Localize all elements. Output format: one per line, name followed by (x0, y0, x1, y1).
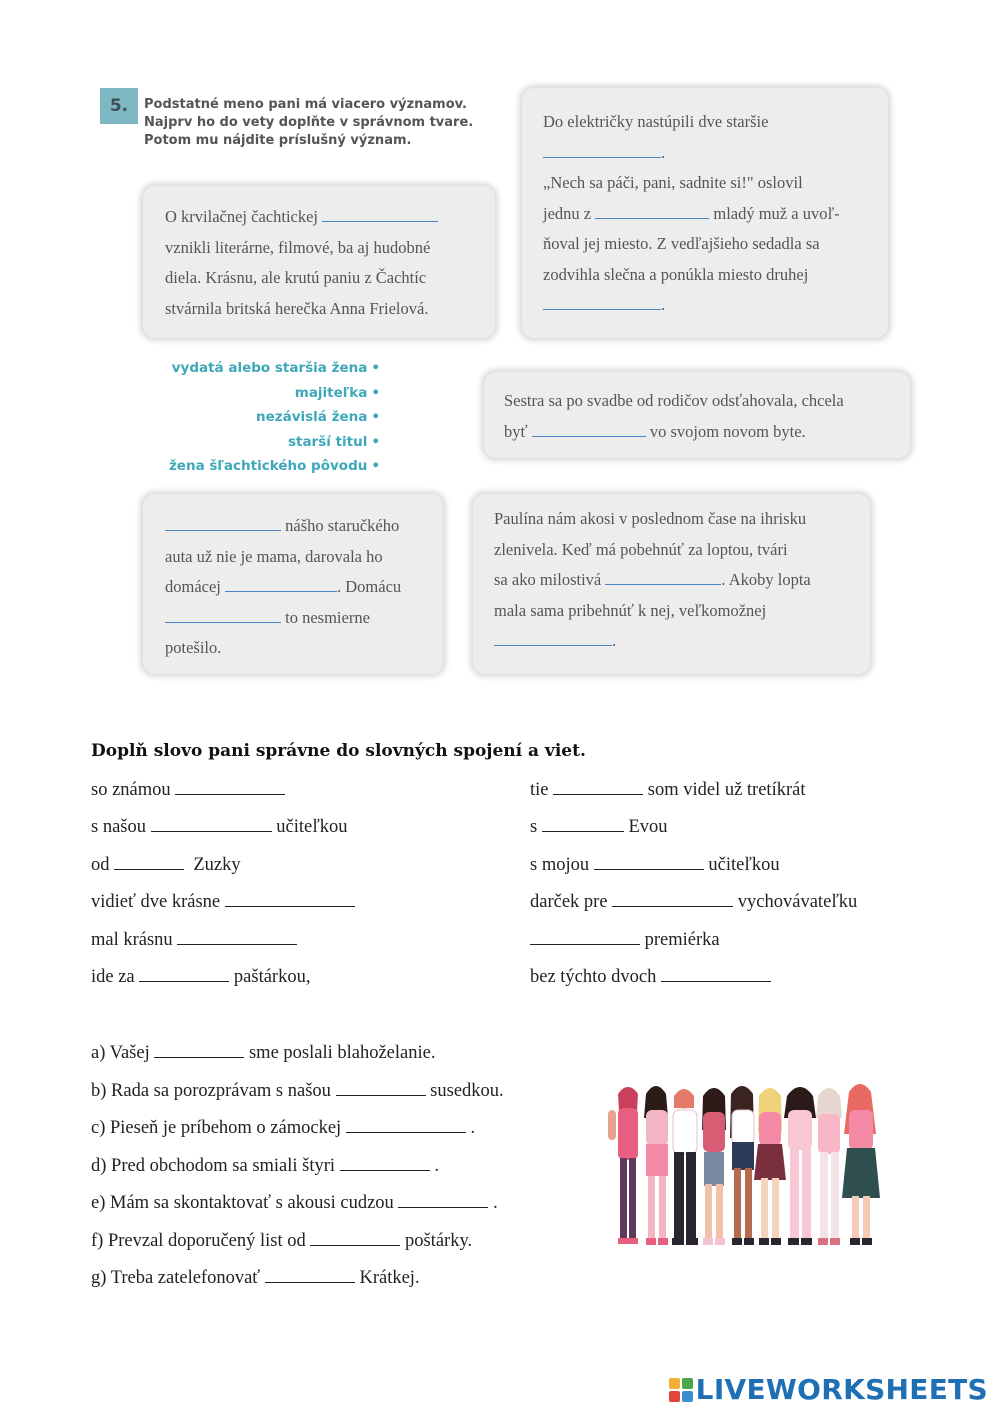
woman-figure (816, 1088, 842, 1245)
box5-blank-2[interactable] (494, 631, 612, 646)
box2-line-3: „Nech sa páči, pani, sadnite si!" oslovil (543, 173, 803, 192)
box2-line-5: ňoval jej miesto. Z vedľajšieho sedadla sa (543, 234, 820, 253)
phrase-gap[interactable] (139, 966, 229, 982)
sentence-c: c) Pieseň je príbehom o zámockej . (91, 1118, 476, 1138)
meaning-item[interactable]: nezávislá žena • (255, 409, 380, 425)
phrase-left-6: ide za paštárkou, (91, 967, 311, 987)
sentence-gap[interactable] (340, 1155, 430, 1171)
box4-line-3-end: . Domácu (337, 577, 402, 596)
phrase-right-1: tie som videl už tretíkrát (530, 780, 806, 800)
sentence-gap[interactable] (154, 1042, 244, 1058)
box2-blank-1[interactable] (543, 143, 661, 158)
box4-line-1: nášho staručkého (285, 516, 400, 535)
box1-line-1: O krvilačnej čachtickej (165, 207, 319, 226)
woman-figure (842, 1084, 880, 1245)
phrase-gap[interactable] (594, 854, 704, 870)
phrase-gap[interactable] (114, 854, 184, 870)
woman-figure (730, 1086, 754, 1245)
logo-text: LIVEWORKSHEETS (695, 1373, 988, 1406)
box5-line-1: Paulína nám akosi v poslednom čase na ihrisku (494, 509, 807, 528)
instruction-line-1: Podstatné meno pani má viacero významov. (144, 97, 468, 112)
woman-figure (672, 1089, 698, 1245)
phrase-right-3: s mojou učiteľkou (530, 855, 780, 875)
box3-blank-1[interactable] (532, 422, 646, 437)
text-box-1 (143, 186, 495, 338)
meaning-item[interactable]: starší titul • (287, 433, 380, 450)
box5-line-5-end: . (612, 631, 617, 650)
box2-line-7-end: . (661, 295, 666, 314)
phrase-left-4: vidieť dve krásne (91, 891, 355, 913)
box2-blank-2[interactable] (595, 204, 709, 219)
women-group-illustration (604, 1078, 940, 1258)
meaning-item[interactable]: vydatá alebo staršia žena • (171, 360, 380, 376)
box2-blank-3[interactable] (543, 295, 661, 310)
woman-figure (784, 1087, 816, 1245)
phrase-gap[interactable] (151, 816, 272, 832)
phrase-left-1: so známou (91, 779, 285, 801)
box5-line-3-end: . Akoby lopta (721, 570, 811, 589)
instruction-line-2: Najprv ho do vety doplňte v správnom tvare. (144, 115, 474, 130)
woman-figure (754, 1088, 786, 1245)
sentence-gap[interactable] (265, 1267, 355, 1283)
exercise-instruction (144, 96, 504, 150)
phrase-gap[interactable] (225, 891, 355, 907)
box3-line-2-end: vo svojom novom byte. (649, 421, 806, 441)
box2-line-4-start: jednu z (543, 203, 592, 223)
sentence-gap[interactable] (310, 1230, 400, 1246)
exercise-number: 5. (100, 88, 138, 124)
phrase-right-5: premiérka (530, 929, 720, 951)
phrase-gap[interactable] (612, 891, 733, 907)
woman-figure (702, 1088, 726, 1245)
sentence-gap[interactable] (346, 1117, 466, 1133)
meanings-list (150, 356, 380, 479)
box4-line-5: potešilo. (165, 638, 222, 657)
phrase-left-3: od Zuzky (91, 855, 241, 875)
sentence-e: e) Mám sa skontaktovať s akousi cudzou . (91, 1193, 498, 1213)
phrase-right-4: darček pre vychovávateľku (530, 892, 858, 912)
meaning-item[interactable]: žena šľachtického pôvodu • (168, 458, 380, 474)
box4-blank-1[interactable] (165, 516, 281, 531)
phrase-right-2: s Evou (530, 817, 668, 837)
sentence-g: g) Treba zatelefonovať Krátkej. (91, 1268, 420, 1288)
text-box-3 (484, 372, 910, 458)
woman-figure (644, 1086, 668, 1245)
text-box-4 (143, 494, 443, 674)
sentence-d: d) Pred obchodom sa smiali štyri . (91, 1156, 439, 1176)
phrase-gap[interactable] (553, 779, 643, 795)
sentence-gap[interactable] (336, 1080, 426, 1096)
box4-blank-3[interactable] (165, 608, 281, 623)
phrase-left-2: s našou učiteľkou (91, 817, 348, 837)
text-box-2 (522, 88, 888, 338)
box1-line-3: diela. Krásnu, ale krutú paniu z Čachtíc (165, 268, 427, 287)
phrase-gap[interactable] (661, 966, 771, 982)
sentence-gap[interactable] (398, 1192, 488, 1208)
text-box-5 (473, 494, 870, 674)
phrase-gap[interactable] (542, 816, 624, 832)
woman-figure (608, 1087, 638, 1244)
phrase-gap[interactable] (177, 929, 297, 945)
sentence-a: a) Vašej sme poslali blahoželanie. (91, 1043, 436, 1063)
box1-blank-1[interactable] (322, 207, 438, 222)
box4-line-3-start: domácej (165, 577, 221, 596)
box1-line-2: vznikli literárne, filmové, ba aj hudobné (165, 237, 431, 257)
box5-line-2: zlenivela. Keď má pobehnúť za loptou, tvári (494, 539, 788, 559)
box2-line-6: zodvihla slečna a ponúkla miesto druhej (543, 264, 809, 284)
box3-line-1: Sestra sa po svadbe od rodičov odsťahovala, chcela (504, 391, 844, 410)
box3-line-2-start: byť (504, 421, 528, 441)
box4-line-2: auta už nie je mama, darovala ho (165, 546, 383, 566)
logo-icon (669, 1378, 693, 1402)
phrase-right-6: bez týchto dvoch (530, 966, 771, 988)
phrase-gap[interactable] (175, 779, 285, 795)
phrase-gap[interactable] (530, 929, 640, 945)
box5-line-4: mala sama pribehnúť k nej, veľkomožnej (494, 600, 767, 620)
sentence-f: f) Prevzal doporučený list od poštárky. (91, 1231, 473, 1251)
box5-blank-1[interactable] (605, 570, 721, 585)
box1-line-4: stvárnila britská herečka Anna Frielová. (165, 298, 429, 318)
box2-line-1: Do električky nastúpili dve staršie (543, 112, 769, 131)
box2-line-2-end: . (661, 142, 666, 162)
box2-line-4-end: mladý muž a uvoľ- (713, 203, 840, 223)
liveworksheets-logo[interactable] (669, 1373, 988, 1406)
task-title: Doplň slovo pani správne do slovných spojení a viet. (91, 741, 586, 761)
instruction-line-3: Potom mu nájdite príslušný význam. (144, 133, 412, 148)
phrase-left-5: mal krásnu (91, 929, 297, 951)
meaning-item[interactable]: majiteľka • (294, 384, 380, 401)
sentence-b: b) Rada sa porozprávam s našou susedkou. (91, 1081, 504, 1101)
box4-blank-2[interactable] (225, 577, 337, 592)
box4-line-4: to nesmierne (285, 607, 370, 627)
box5-line-3-start: sa ako milostivá (494, 570, 602, 589)
